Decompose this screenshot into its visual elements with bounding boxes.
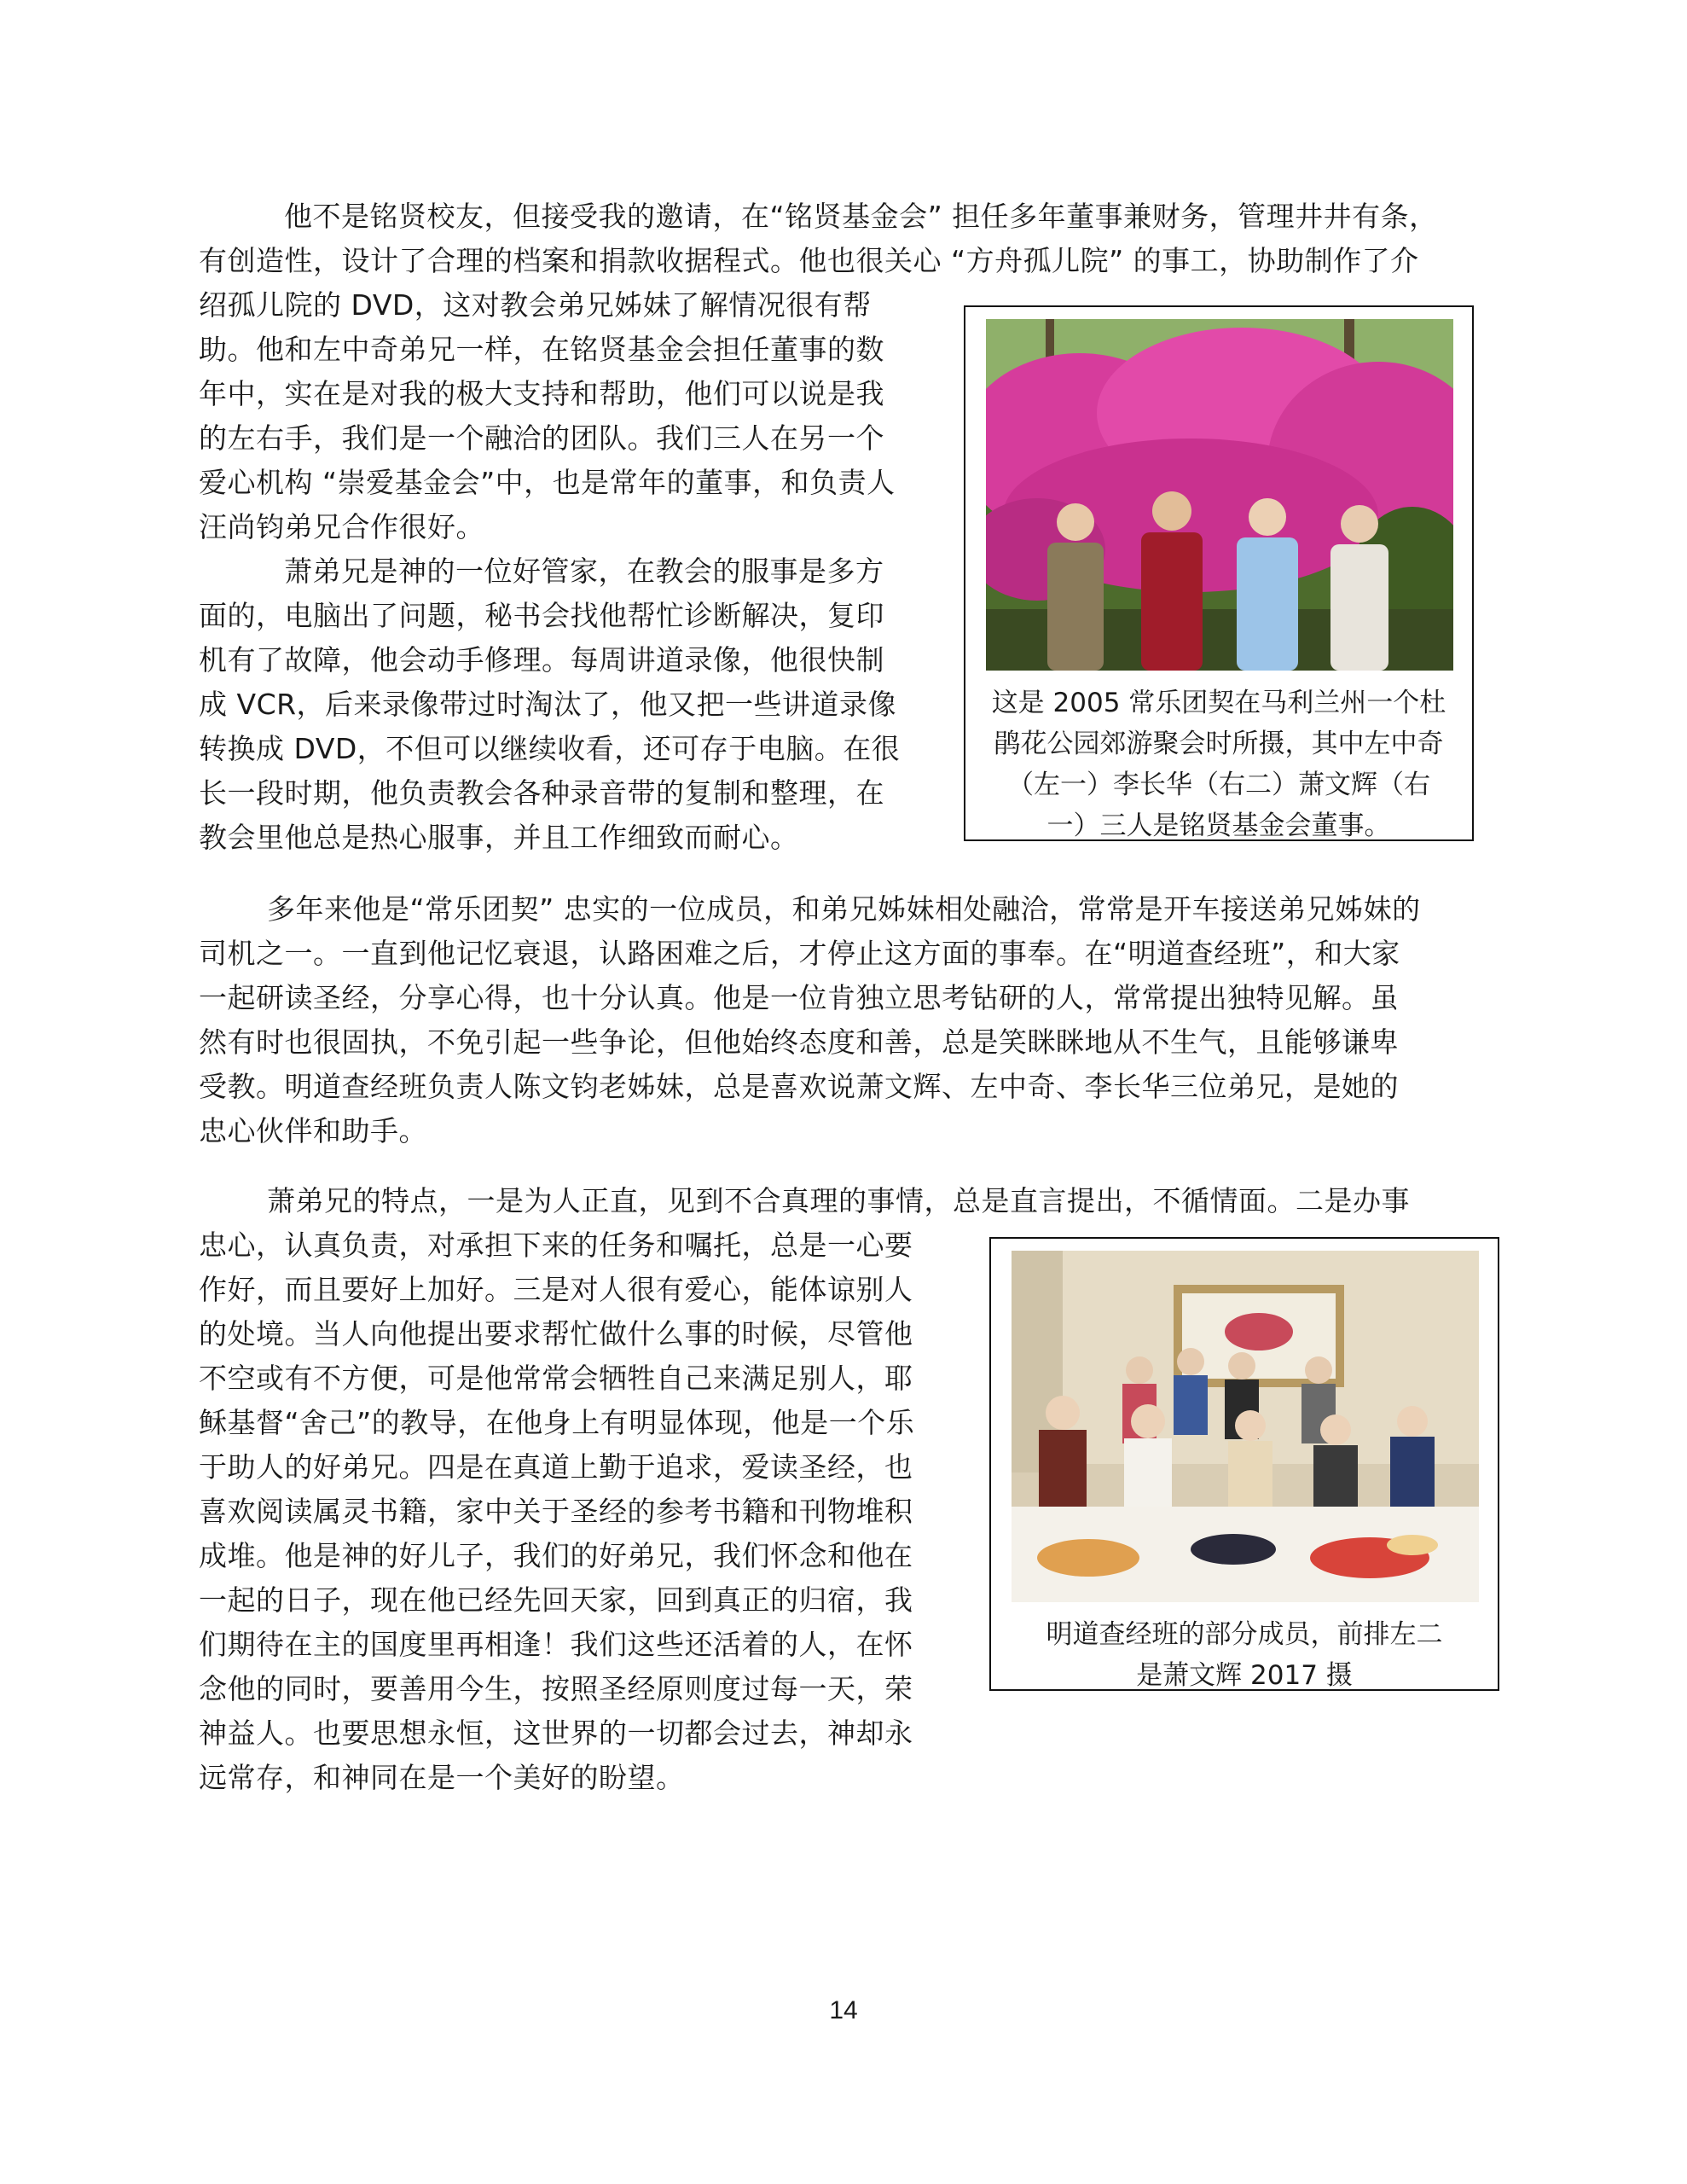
- figure-bible-class-photo: [989, 1237, 1499, 1691]
- text-line: 喜欢阅读属灵书籍，家中关于圣经的参考书籍和刊物堆积: [199, 1495, 913, 1528]
- text-line: 多年来他是“常乐团契” 忠实的一位成员，和弟兄姊妹相处融洽，常常是开车接送弟兄姊妹的: [267, 892, 1421, 926]
- text-line: 一起的日子，现在他已经先回天家，回到真正的归宿，我: [199, 1583, 913, 1617]
- text-line: 爱心机构 “崇爱基金会”中，也是常年的董事，和负责人: [199, 466, 896, 499]
- figure-azalea-photo: [964, 305, 1474, 841]
- text-line: 念他的同时，要善用今生，按照圣经原则度过每一天，荣: [199, 1672, 913, 1705]
- text-line: 机有了故障，他会动手修理。每周讲道录像，他很快制: [199, 643, 884, 677]
- figure-caption-line: 一）三人是铭贤基金会董事。: [1046, 810, 1391, 841]
- figure-caption-line: 这是 2005 常乐团契在马利兰州一个杜: [991, 688, 1446, 718]
- text-line: 受教。明道查经班负责人陈文钧老姊妹，总是喜欢说萧文辉、左中奇、李长华三位弟兄，是她的: [199, 1070, 1399, 1103]
- text-line: 成 VCR，后来录像带过时淘汰了，他又把一些讲道录像: [199, 688, 897, 721]
- text-line: 汪尚钧弟兄合作很好。: [199, 510, 484, 543]
- text-line: 于助人的好弟兄。四是在真道上勤于追求，爱读圣经，也: [199, 1450, 913, 1484]
- text-line: 长一段时期，他负责教会各种录音带的复制和整理，在: [199, 776, 884, 810]
- text-line: 有创造性，设计了合理的档案和捐款收据程式。他也很关心 “方舟孤儿院” 的事工，协助制作了介: [199, 244, 1419, 277]
- text-line: 转换成 DVD，不但可以继续收看，还可存于电脑。在很: [199, 732, 901, 765]
- text-line: 作好，而且要好上加好。三是对人很有爱心，能体谅别人: [199, 1273, 913, 1306]
- azalea-group-photo: [986, 319, 1453, 671]
- text-line: 萧弟兄是神的一位好管家，在教会的服事是多方: [284, 555, 884, 588]
- text-line: 助。他和左中奇弟兄一样，在铭贤基金会担任董事的数: [199, 333, 884, 366]
- text-line: 稣基督“舍己”的教导，在他身上有明显体现，他是一个乐: [199, 1406, 915, 1439]
- text-line: 神益人。也要思想永恒，这世界的一切都会过去，神却永: [199, 1716, 913, 1750]
- text-line: 忠心，认真负责，对承担下来的任务和嘱托，总是一心要: [199, 1228, 913, 1262]
- figure-caption-line: 是萧文辉 2017 摄: [1136, 1660, 1353, 1691]
- text-line: 他不是铭贤校友，但接受我的邀请，在“铭贤基金会” 担任多年董事兼财务，管理井井有条，: [284, 200, 1438, 233]
- text-line: 年中，实在是对我的极大支持和帮助，他们可以说是我: [199, 377, 884, 410]
- bible-class-group-photo: [1012, 1251, 1479, 1602]
- text-line: 忠心伙伴和助手。: [199, 1114, 427, 1147]
- figure-caption-line: （左一）李长华（右二）萧文辉（右: [1007, 770, 1430, 800]
- text-line: 然有时也很固执，不免引起一些争论，但他始终态度和善，总是笑眯眯地从不生气，且能够谦卑: [199, 1025, 1399, 1059]
- page-number: 14: [829, 1996, 858, 2024]
- text-line: 成堆。他是神的好儿子，我们的好弟兄，我们怀念和他在: [199, 1539, 913, 1572]
- text-line: 教会里他总是热心服事，并且工作细致而耐心。: [199, 821, 799, 854]
- text-line: 一起研读圣经，分享心得，也十分认真。他是一位肯独立思考钻研的人，常常提出独特见解。虽: [199, 981, 1399, 1014]
- figure-caption-line: 明道查经班的部分成员，前排左二: [1046, 1619, 1443, 1650]
- text-line: 不空或有不方便，可是他常常会牺牲自己来满足别人，耶: [199, 1362, 913, 1395]
- text-line: 们期待在主的国度里再相逢！我们这些还活着的人，在怀: [199, 1628, 913, 1661]
- text-line: 远常存，和神同在是一个美好的盼望。: [199, 1761, 685, 1794]
- text-line: 的处境。当人向他提出要求帮忙做什么事的时候，尽管他: [199, 1317, 913, 1350]
- text-line: 的左右手，我们是一个融洽的团队。我们三人在另一个: [199, 421, 884, 455]
- text-line: 绍孤儿院的 DVD，这对教会弟兄姊妹了解情况很有帮: [199, 288, 872, 322]
- figure-caption-line: 鹃花公园郊游聚会时所摄，其中左中奇: [994, 729, 1444, 759]
- text-line: 萧弟兄的特点，一是为人正直，见到不合真理的事情，总是直言提出，不循情面。二是办事: [267, 1184, 1410, 1217]
- text-line: 面的，电脑出了问题，秘书会找他帮忙诊断解决，复印: [199, 599, 884, 632]
- text-line: 司机之一。一直到他记忆衰退，认路困难之后，才停止这方面的事奉。在“明道查经班”，和大家: [199, 937, 1400, 970]
